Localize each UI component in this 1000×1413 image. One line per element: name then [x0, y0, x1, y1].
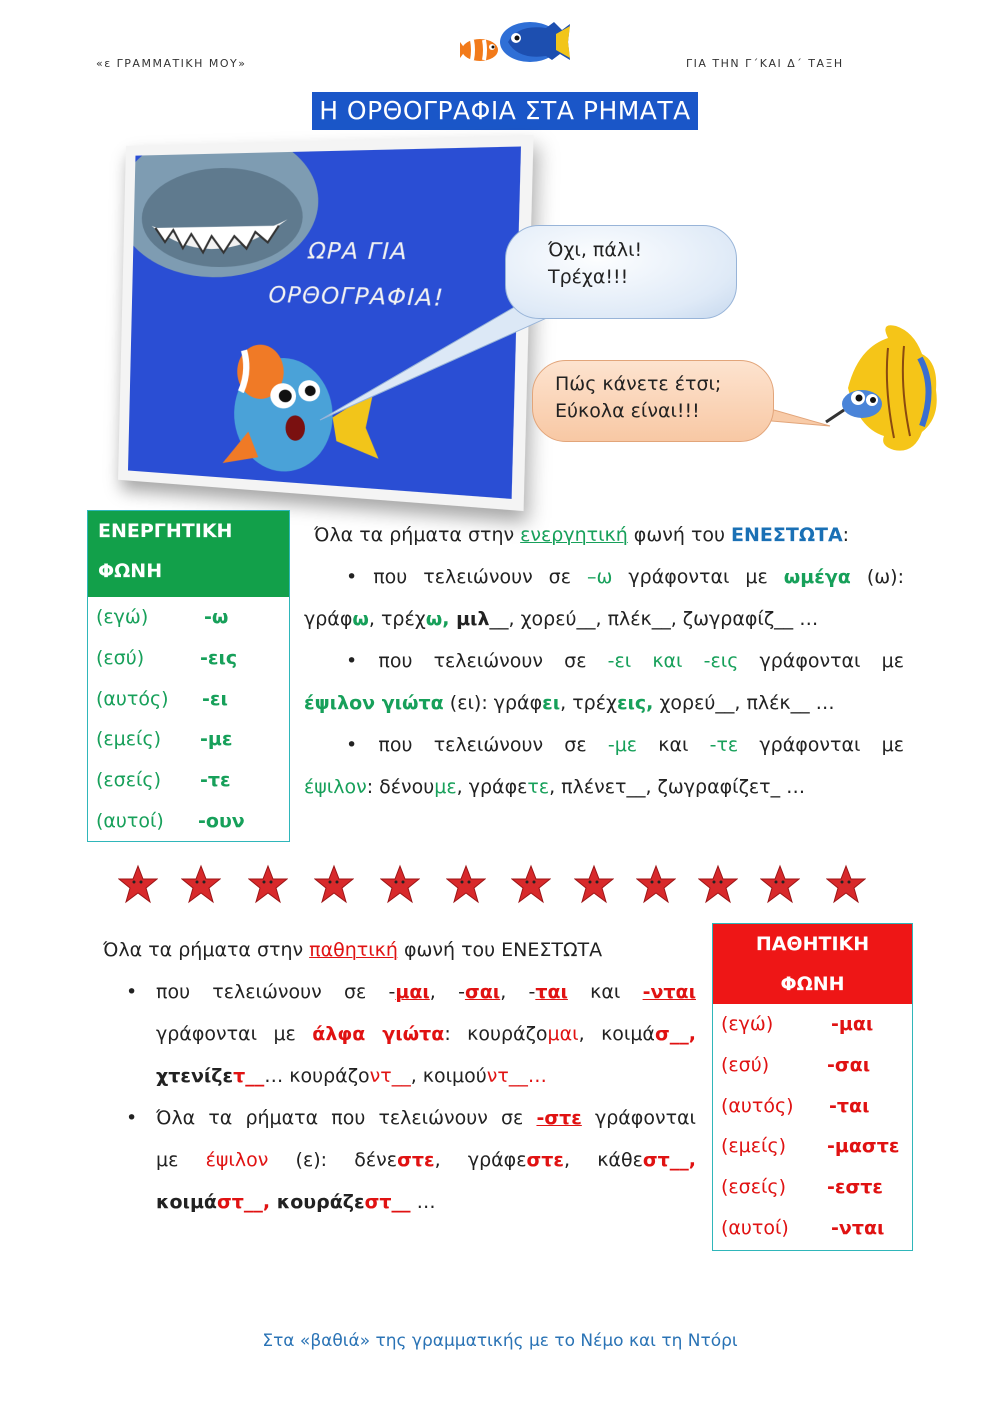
- page-title: Η ΟΡΘΟΓΡΑΦΙΑ ΣΤΑ ΡΗΜΑΤΑ: [312, 92, 698, 130]
- table-row: [713, 1045, 912, 1086]
- pronoun: (εσείς): [96, 769, 161, 792]
- red-starfish-icon: [698, 864, 738, 904]
- active-header-line-1: ΕΝΕΡΓΗΤΙΚΗ: [98, 520, 233, 542]
- table-row: [88, 719, 289, 760]
- passive-bullet-1-line-3: χτενίζετ__… κουράζοντ__, κοιμούντ__…: [156, 1065, 547, 1087]
- red-starfish-icon: [760, 864, 800, 904]
- pronoun: (αυτός): [96, 687, 169, 710]
- ending: -εστε: [827, 1176, 883, 1199]
- table-row: [88, 760, 289, 801]
- red-starfish-icon: [826, 864, 866, 904]
- pronoun: (εσείς): [721, 1176, 786, 1199]
- pronoun: (αυτός): [721, 1094, 794, 1117]
- table-row: [88, 638, 289, 679]
- red-starfish-icon: [380, 864, 420, 904]
- ending: -μαι: [831, 1013, 874, 1035]
- ending: -ω: [204, 606, 229, 628]
- passive-bullet-2-line-2: με έψιλον (ε): δένεστε, γράφεστε, κάθεστ__,: [156, 1149, 696, 1171]
- active-bullet-1-line-2: γράφω, τρέχω, μιλ__, χορεύ__, πλέκ__, ζωγραφίζ__ …: [304, 608, 819, 630]
- passive-intro: Όλα τα ρήματα στην παθητική φωνή του ΕΝΕΣΤΩΤΑ: [103, 939, 603, 961]
- bubble-2-line-1: Πώς κάνετε έτσι;: [555, 373, 722, 395]
- poster-line-1: ΩΡΑ ΓΙΑ: [308, 238, 409, 265]
- ending: -με: [200, 728, 233, 751]
- speech-bubble-fish: [532, 360, 774, 442]
- active-bullet-2: • που τελειώνουν σε -ει και -εις γράφονται με: [346, 650, 905, 672]
- pronoun: (εσύ): [96, 646, 145, 669]
- footer-text: Στα «βαθιά» της γραμματικής με το Νέμο και τη Ντόρι: [262, 1331, 738, 1351]
- active-table-header: [88, 511, 289, 597]
- active-header-line-2: ΦΩΝΗ: [98, 560, 163, 582]
- red-starfish-icon: [181, 864, 221, 904]
- bubble-2-line-2: Εύκολα είναι!!!: [555, 400, 700, 422]
- poster-line-2: ΟΡΘΟΓΡΑΦΙΑ!: [268, 282, 445, 312]
- ending: -μαστε: [827, 1135, 900, 1158]
- active-bullet-2-line-2: έψιλον γιώτα (ει): γράφει, τρέχεις, χορεύ__, πλέκ__ …: [304, 692, 835, 714]
- ending: -ται: [829, 1094, 870, 1117]
- ending: -σαι: [827, 1053, 871, 1076]
- header-left-text: «ε ΓΡΑΜΜΑΤΙΚΗ ΜΟΥ»: [96, 57, 247, 70]
- pronoun: (αυτοί): [721, 1216, 789, 1239]
- red-starfish-icon: [636, 864, 676, 904]
- table-row: [713, 1167, 912, 1208]
- yellow-fish-icon: [818, 318, 946, 458]
- table-row: [88, 801, 289, 842]
- pronoun: (εμείς): [721, 1135, 787, 1158]
- passive-bullet-1: που τελειώνουν σε -μαι, -σαι, -ται και -νται: [156, 981, 696, 1003]
- passive-table-header: [713, 924, 912, 1004]
- pronoun: (αυτοί): [96, 809, 164, 832]
- ending: -νται: [831, 1216, 885, 1239]
- table-row: [713, 1126, 912, 1167]
- starfish-divider: [118, 864, 878, 910]
- ending: -ει: [202, 687, 228, 710]
- active-bullet-3-line-2: έψιλον: δένουμε, γράφετε, πλένετ__, ζωγραφίζετ_ …: [304, 776, 806, 798]
- passive-bullet-2-dot: •: [126, 1107, 138, 1129]
- pronoun: (εσύ): [721, 1053, 770, 1076]
- passive-bullet-2-line-3: κοιμάστ__, κουράζεστ__ …: [156, 1191, 436, 1213]
- passive-header-line-1: ΠΑΘΗΤΙΚΗ: [755, 933, 870, 955]
- ending: -ουν: [198, 809, 245, 832]
- pronoun: (εγώ): [96, 606, 149, 628]
- passive-voice-table: [712, 923, 913, 1251]
- passive-bullet-2: Όλα τα ρήματα που τελειώνουν σε -στε γράφονται: [156, 1107, 696, 1129]
- red-starfish-icon: [118, 864, 158, 904]
- pronoun: (εμείς): [96, 728, 162, 751]
- active-bullet-3: • που τελειώνουν σε -με και -τε γράφονται με: [346, 734, 904, 756]
- passive-bullet-1-dot: •: [126, 981, 138, 1003]
- ending: -τε: [200, 769, 231, 792]
- table-row: [713, 1086, 912, 1127]
- active-bullet-1: • που τελειώνουν σε –ω γράφονται με ωμέγα (ω):: [346, 566, 904, 588]
- header-right-text: ΓΙΑ ΤΗΝ Γ΄ΚΑΙ Δ΄ ΤΑΞΗ: [686, 57, 844, 70]
- active-voice-table: [87, 510, 290, 842]
- bubble-1-line-1: Όχι, πάλι!: [548, 239, 643, 261]
- table-row: [713, 1004, 912, 1045]
- table-row: [88, 597, 289, 638]
- ending: -εις: [200, 646, 238, 669]
- passive-header-line-2: ΦΩΝΗ: [780, 973, 845, 995]
- clownfish-and-blue-tang-icon: [458, 12, 578, 74]
- red-starfish-icon: [574, 864, 614, 904]
- red-starfish-icon: [314, 864, 354, 904]
- table-row: [713, 1208, 912, 1249]
- table-row: [88, 679, 289, 720]
- active-intro: Όλα τα ρήματα στην ενεργητική φωνή του ΕΝΕΣΤΩΤΑ:: [314, 524, 850, 546]
- red-starfish-icon: [446, 864, 486, 904]
- passive-bullet-1-line-2: γράφονται με άλφα γιώτα: κουράζομαι, κοιμάσ__,: [156, 1023, 696, 1045]
- speech-bubble-dory: [505, 225, 737, 319]
- bubble-1-line-2: Τρέχα!!!: [548, 266, 629, 288]
- red-starfish-icon: [511, 864, 551, 904]
- pronoun: (εγώ): [721, 1013, 774, 1035]
- red-starfish-icon: [248, 864, 288, 904]
